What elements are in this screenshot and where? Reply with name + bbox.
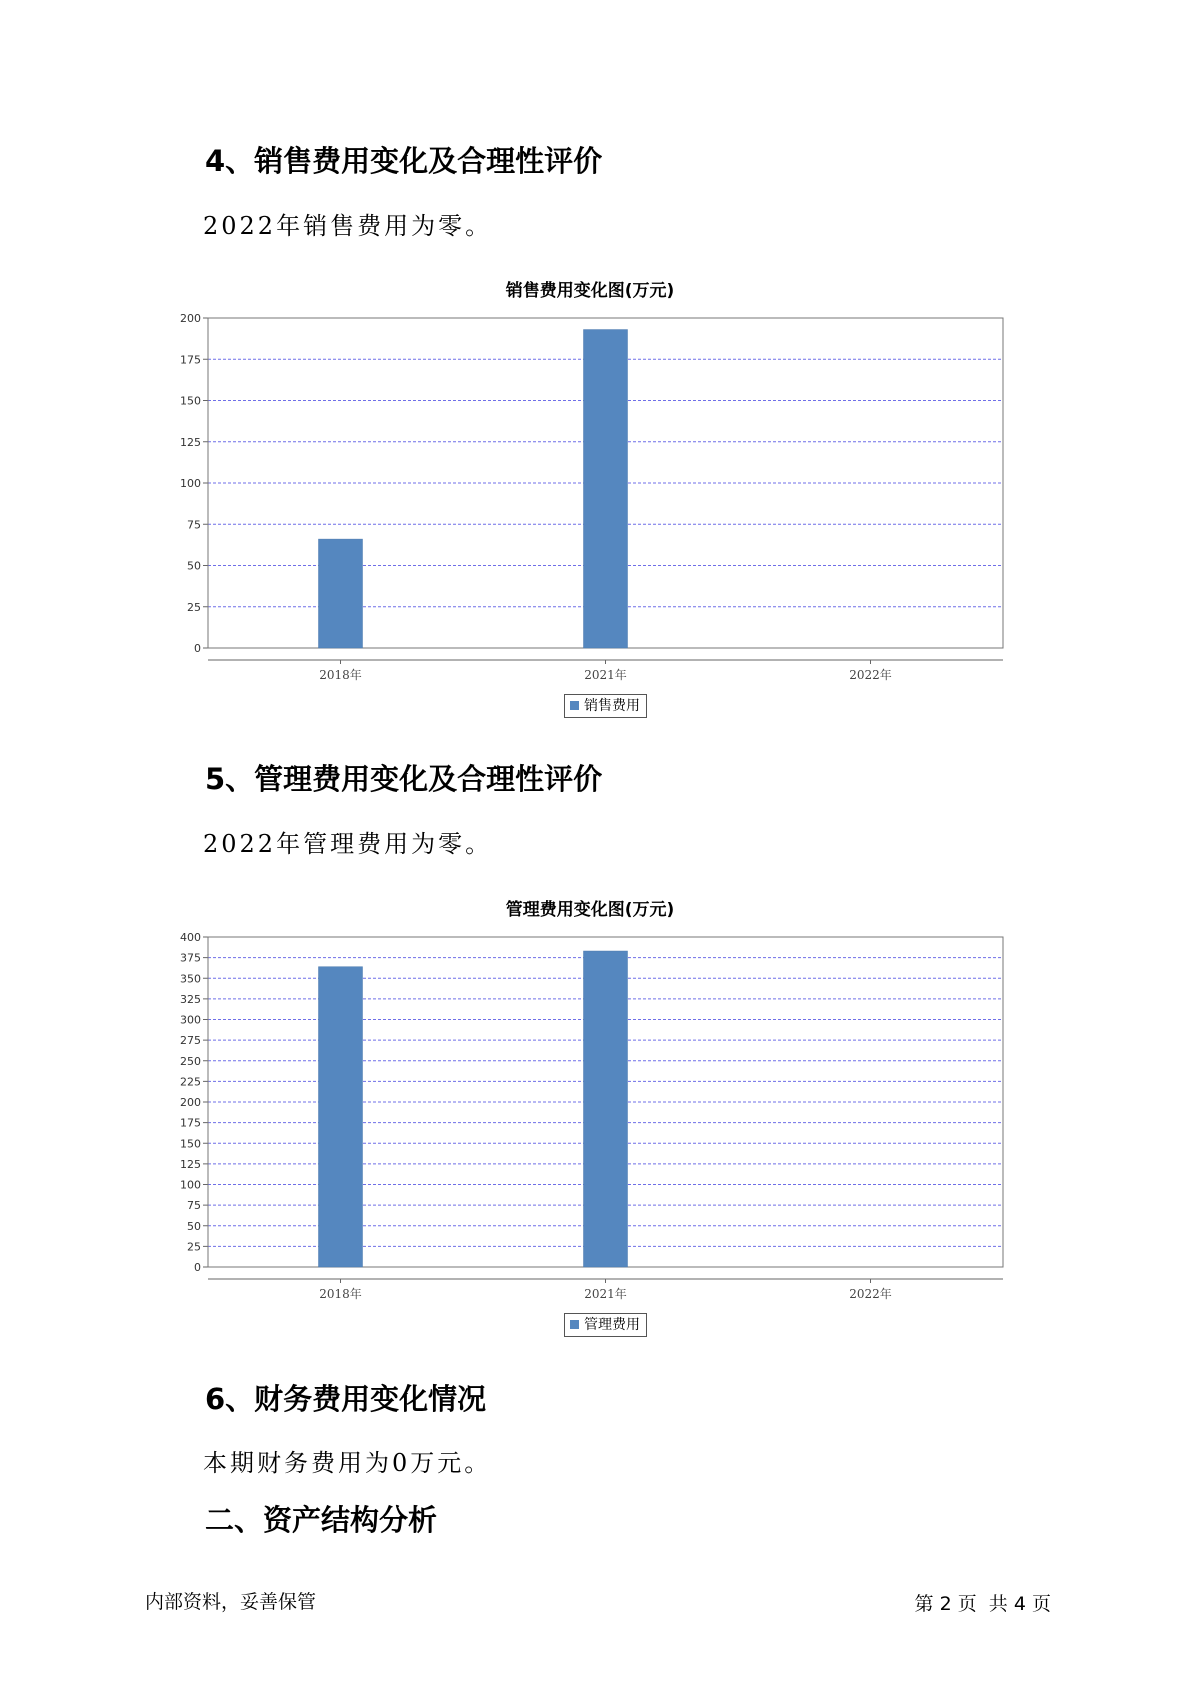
bar-2021年	[584, 330, 628, 648]
section-text-admin-expense: 2022年管理费用为零。	[203, 830, 493, 858]
x-tick-label: 2018年	[319, 668, 362, 682]
y-tick-label: 175	[180, 353, 201, 367]
x-tick-label: 2018年	[319, 1287, 362, 1301]
y-tick-label: 300	[180, 1013, 201, 1027]
y-tick-label: 50	[187, 1219, 201, 1233]
y-tick-label: 100	[180, 1178, 201, 1192]
legend-swatch	[570, 1320, 579, 1329]
page-mid: 页 共	[957, 1593, 1008, 1615]
x-tick-label: 2021年	[584, 668, 627, 682]
chart-legend	[564, 1313, 647, 1337]
y-tick-label: 400	[180, 931, 201, 944]
page-current: 2	[939, 1593, 952, 1615]
y-tick-label: 0	[194, 642, 201, 655]
page-suffix: 页	[1031, 1593, 1051, 1615]
chart-plot	[150, 931, 1030, 1335]
y-tick-label: 150	[180, 1137, 201, 1151]
y-tick-label: 325	[180, 992, 201, 1006]
section-text-finance-expense: 本期财务费用为0万元。	[203, 1449, 492, 1477]
y-tick-label: 75	[187, 1199, 201, 1213]
y-tick-label: 175	[180, 1116, 201, 1130]
x-tick-label: 2021年	[584, 1287, 627, 1301]
y-tick-label: 25	[187, 1240, 201, 1254]
legend-swatch	[570, 701, 579, 710]
bar-2018年	[319, 539, 363, 648]
x-tick-label: 2022年	[849, 1287, 892, 1301]
chart-plot	[150, 312, 1030, 716]
y-tick-label: 350	[180, 972, 201, 986]
section-heading-admin-expense: 5、管理费用变化及合理性评价	[205, 762, 603, 796]
sales-expense-chart	[150, 276, 1030, 726]
y-tick-label: 225	[180, 1075, 201, 1089]
y-tick-label: 200	[180, 312, 201, 325]
y-tick-label: 50	[187, 559, 201, 573]
y-tick-label: 0	[194, 1261, 201, 1274]
section-heading-sales-expense: 4、销售费用变化及合理性评价	[205, 144, 603, 178]
footer-confidential-note: 内部资料，妥善保管	[145, 1591, 317, 1613]
y-tick-label: 25	[187, 600, 201, 614]
chart-title: 销售费用变化图(万元)	[505, 281, 675, 301]
y-tick-label: 125	[180, 1157, 201, 1171]
x-tick-label: 2022年	[849, 668, 892, 682]
page-prefix: 第	[914, 1593, 934, 1615]
y-tick-label: 375	[180, 951, 201, 965]
section-text-sales-expense: 2022年销售费用为零。	[203, 212, 493, 240]
legend-label: 销售费用	[584, 698, 640, 714]
page-total: 4	[1013, 1593, 1026, 1615]
footer-page-number	[915, 1592, 1052, 1616]
bar-2018年	[319, 967, 363, 1267]
y-tick-label: 275	[180, 1034, 201, 1048]
y-tick-label: 150	[180, 394, 201, 408]
chart-legend	[564, 694, 647, 718]
section-heading-asset-structure: 二、资产结构分析	[205, 1503, 438, 1537]
y-tick-label: 100	[180, 477, 201, 490]
y-tick-label: 200	[180, 1096, 201, 1109]
chart-title: 管理费用变化图(万元)	[505, 900, 675, 920]
legend-label: 管理费用	[584, 1317, 640, 1333]
section-heading-finance-expense: 6、财务费用变化情况	[205, 1382, 487, 1416]
y-tick-label: 250	[180, 1054, 201, 1068]
y-tick-label: 125	[180, 435, 201, 449]
y-tick-label: 75	[187, 518, 201, 532]
bar-2021年	[584, 951, 628, 1267]
admin-expense-chart	[150, 895, 1030, 1345]
